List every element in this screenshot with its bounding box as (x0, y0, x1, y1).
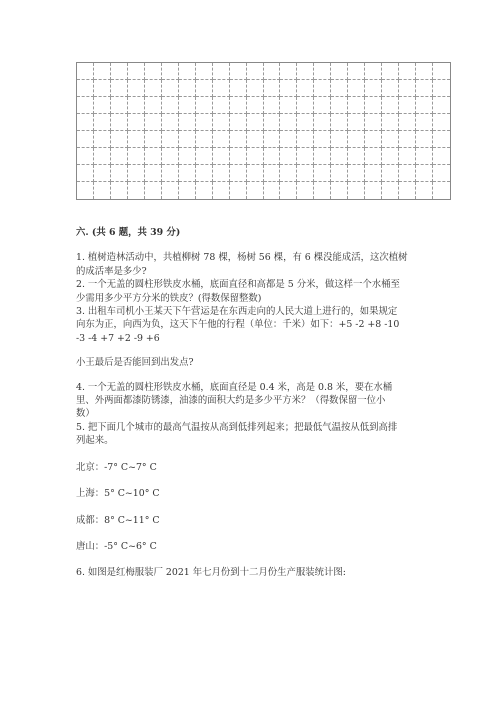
grid-cell (331, 80, 348, 97)
grid-cell (433, 131, 450, 148)
grid-cell (297, 182, 314, 199)
grid-cell (247, 131, 264, 148)
grid-cell (348, 131, 365, 148)
grid-cell (348, 114, 365, 131)
grid-cell (111, 97, 128, 114)
grid-cell (230, 114, 247, 131)
grid-cell (94, 63, 111, 80)
grid-cell (264, 114, 281, 131)
grid-cell (145, 80, 162, 97)
grid-cell (365, 63, 382, 80)
grid-cell (77, 182, 94, 199)
grid-cell (162, 165, 179, 182)
grid-cell (264, 182, 281, 199)
grid-cell (297, 114, 314, 131)
grid-cell (416, 182, 433, 199)
grid-cell (280, 80, 297, 97)
grid-cell (111, 182, 128, 199)
question-2-line-2: 少需用多少平方分米的铁皮？(得数保留整数) (76, 292, 262, 304)
temp-chengdu: 成都：8° C~11° C (76, 514, 160, 526)
grid-cell (365, 97, 382, 114)
grid-cell (365, 114, 382, 131)
grid-cell (399, 63, 416, 80)
grid-cell (179, 165, 196, 182)
grid-cell (111, 80, 128, 97)
grid-cell (314, 182, 331, 199)
grid-cell (111, 131, 128, 148)
grid-cell (145, 131, 162, 148)
grid-cell (196, 97, 213, 114)
grid-cell (213, 148, 230, 165)
grid-cell (77, 148, 94, 165)
grid-cell (264, 148, 281, 165)
grid-cell (128, 165, 145, 182)
grid-cell (331, 182, 348, 199)
grid-cell (382, 148, 399, 165)
question-2-line-1: 2. 一个无盖的圆柱形铁皮水桶，底面直径和高都是 5 分米，做这样一个水桶至 (76, 279, 400, 291)
grid-cell (280, 97, 297, 114)
grid-cell (77, 131, 94, 148)
writing-grid (76, 62, 451, 200)
grid-cell (399, 165, 416, 182)
question-3-line-1: 3. 出租车司机小王某天下午营运是在东西走向的人民大道上进行的，如果规定 (76, 306, 398, 318)
grid-cell (433, 63, 450, 80)
grid-cell (297, 63, 314, 80)
grid-cell (247, 182, 264, 199)
grid-cell (280, 148, 297, 165)
grid-cell (314, 114, 331, 131)
grid-cell (247, 63, 264, 80)
grid-cell (348, 182, 365, 199)
question-4-line-1: 4. 一个无盖的圆柱形铁皮水桶，底面直径是 0.4 米，高是 0.8 米，要在水桶 (76, 381, 393, 393)
grid-cell (94, 182, 111, 199)
grid-cell (196, 148, 213, 165)
grid-cell (264, 97, 281, 114)
grid-cell (365, 182, 382, 199)
grid-cell (230, 97, 247, 114)
question-1 (76, 251, 436, 278)
grid-cell (111, 63, 128, 80)
grid-cell (331, 165, 348, 182)
grid-cell (230, 63, 247, 80)
grid-cell (433, 165, 450, 182)
grid-cell (416, 148, 433, 165)
grid-cell (314, 165, 331, 182)
grid-cell (213, 165, 230, 182)
question-6: 6. 如图是红梅服装厂 2021 年七月份到十二月份生产服装统计图: (76, 567, 346, 579)
grid-cell (280, 182, 297, 199)
grid-cell (196, 80, 213, 97)
grid-cell (247, 148, 264, 165)
grid-cell (213, 114, 230, 131)
grid-cell (179, 131, 196, 148)
grid-cell (111, 148, 128, 165)
grid-cell (433, 114, 450, 131)
grid-cell (297, 97, 314, 114)
question-3-line-3: -3 -4 +7 +2 -9 +6 (76, 332, 160, 344)
grid-cell (416, 131, 433, 148)
grid-cell (145, 114, 162, 131)
grid-cell (433, 97, 450, 114)
question-5 (76, 421, 436, 448)
grid-cell (128, 97, 145, 114)
grid-cell (145, 165, 162, 182)
grid-cell (247, 80, 264, 97)
grid-cell (382, 182, 399, 199)
grid-cell (365, 165, 382, 182)
grid-cell (179, 148, 196, 165)
grid-cell (179, 114, 196, 131)
grid-cell (196, 131, 213, 148)
grid-cell (179, 182, 196, 199)
grid-cell (399, 148, 416, 165)
grid-cell (128, 131, 145, 148)
grid-cell (382, 114, 399, 131)
grid-cell (365, 131, 382, 148)
grid-cell (196, 114, 213, 131)
grid-cell (230, 165, 247, 182)
grid-cell (77, 63, 94, 80)
grid-cell (314, 97, 331, 114)
grid-cell (111, 165, 128, 182)
grid-cell (331, 114, 348, 131)
grid-cell (128, 148, 145, 165)
grid-cell (94, 131, 111, 148)
question-3 (76, 305, 436, 345)
grid-cell (111, 114, 128, 131)
grid-cell (399, 97, 416, 114)
grid-cell (297, 80, 314, 97)
grid-cell (247, 165, 264, 182)
grid-cell (213, 97, 230, 114)
grid-cell (416, 114, 433, 131)
grid-cell (213, 182, 230, 199)
grid-cell (382, 165, 399, 182)
grid-cell (128, 182, 145, 199)
grid-cell (230, 131, 247, 148)
question-4 (76, 381, 436, 421)
grid-cell (399, 131, 416, 148)
question-5-line-1: 5. 把下面几个城市的最高气温按从高到低排列起来；把最低气温按从低到高排 (76, 421, 398, 433)
grid-cell (314, 131, 331, 148)
question-3-ask: 小王最后是否能回到出发点? (76, 357, 194, 369)
grid-cell (264, 80, 281, 97)
grid-cell (213, 63, 230, 80)
grid-cell (162, 114, 179, 131)
grid-cell (213, 80, 230, 97)
grid-cell (433, 148, 450, 165)
grid-cell (433, 182, 450, 199)
grid-cell (348, 63, 365, 80)
grid-cell (162, 148, 179, 165)
grid-cell (348, 165, 365, 182)
grid-cell (382, 63, 399, 80)
grid-cell (331, 148, 348, 165)
grid-cell (77, 80, 94, 97)
grid-cell (416, 80, 433, 97)
grid-cell (128, 80, 145, 97)
grid-cell (213, 131, 230, 148)
grid-cell (297, 131, 314, 148)
grid-cell (162, 63, 179, 80)
grid-cell (331, 131, 348, 148)
grid-cell (162, 97, 179, 114)
temp-beijing: 北京：-7° C~7° C (76, 461, 157, 473)
grid-cell (145, 63, 162, 80)
grid-cell (94, 80, 111, 97)
grid-cell (162, 131, 179, 148)
grid-cell (128, 63, 145, 80)
question-section (76, 226, 436, 580)
grid-cell (196, 165, 213, 182)
question-2 (76, 278, 436, 305)
grid-cell (179, 63, 196, 80)
grid-cell (348, 97, 365, 114)
question-3-line-2: 向东为正，向西为负，这天下午他的行程（单位：千米）如下：+5 -2 +8 -10 (76, 319, 400, 331)
grid-cell (416, 63, 433, 80)
grid-cell (77, 97, 94, 114)
grid-cell (230, 80, 247, 97)
section-title: 六. (共 6 题，共 39 分) (76, 227, 181, 238)
grid-cell (230, 148, 247, 165)
grid-cell (196, 63, 213, 80)
grid-cell (416, 165, 433, 182)
temp-shanghai: 上海：5° C~10° C (76, 488, 160, 500)
temp-tangshan: 唐山：-5° C~6° C (76, 540, 157, 552)
grid-cell (314, 63, 331, 80)
grid-cell (94, 165, 111, 182)
grid-cell (179, 80, 196, 97)
grid-cell (399, 80, 416, 97)
grid-cell (128, 114, 145, 131)
grid-cell (280, 114, 297, 131)
grid-cell (382, 131, 399, 148)
grid-cell (162, 182, 179, 199)
grid-cell (331, 63, 348, 80)
grid-cell (280, 63, 297, 80)
grid-cell (280, 131, 297, 148)
grid-cell (314, 148, 331, 165)
grid-cell (264, 131, 281, 148)
grid-cell (433, 80, 450, 97)
grid-cell (382, 80, 399, 97)
grid-cell (331, 97, 348, 114)
question-1-line-1: 1. 植树造林活动中，共植柳树 78 棵，杨树 56 棵，有 6 棵没能成活，这次植树 (76, 252, 408, 264)
grid-cell (264, 165, 281, 182)
grid-cell (348, 148, 365, 165)
grid-cell (145, 148, 162, 165)
grid-cell (94, 114, 111, 131)
grid-cell (196, 182, 213, 199)
grid-cell (94, 97, 111, 114)
grid-cell (77, 165, 94, 182)
grid-cell (94, 148, 111, 165)
grid-cell (179, 97, 196, 114)
grid-cell (264, 63, 281, 80)
grid-cell (399, 182, 416, 199)
grid-cell (247, 114, 264, 131)
grid-cell (416, 97, 433, 114)
question-4-line-2: 里、外两面都漆防锈漆，油漆的面积大约是多少平方米？（得数保留一位小 (76, 395, 386, 407)
grid-cell (280, 165, 297, 182)
grid-cell (365, 148, 382, 165)
grid-cell (145, 182, 162, 199)
grid-cell (382, 97, 399, 114)
grid-cell (297, 148, 314, 165)
grid-cell (314, 80, 331, 97)
grid-cell (297, 165, 314, 182)
grid-cell (399, 114, 416, 131)
grid-cell (348, 80, 365, 97)
question-5-line-2: 列起来。 (76, 435, 114, 447)
grid-cell (247, 97, 264, 114)
grid-cell (365, 80, 382, 97)
grid-cell (145, 97, 162, 114)
question-1-line-2: 的成活率是多少? (76, 265, 147, 277)
grid-cell (77, 114, 94, 131)
question-4-line-3: 数） (76, 408, 95, 420)
grid-cell (230, 182, 247, 199)
grid-cell (162, 80, 179, 97)
